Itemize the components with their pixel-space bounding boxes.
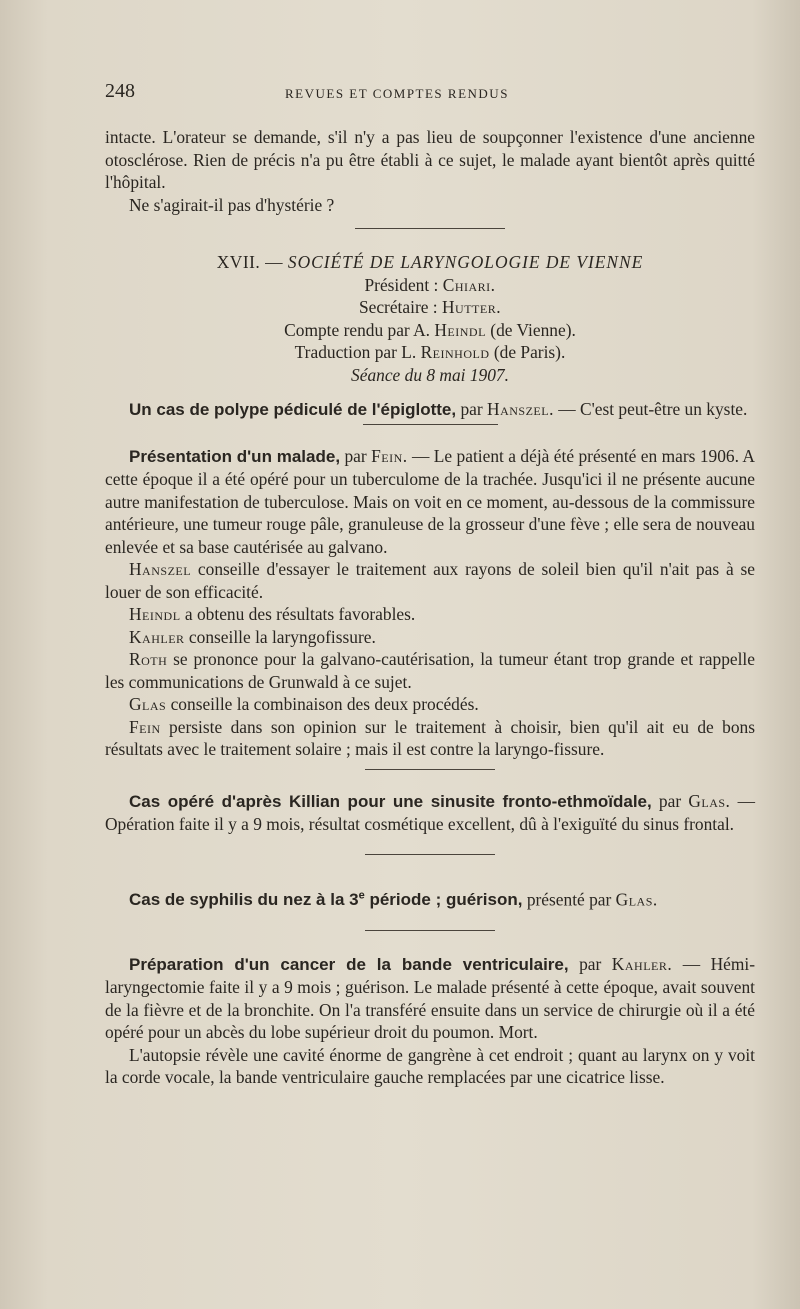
translator: Reinhold [420,342,490,362]
translation-prefix: Traduction par L. [294,342,421,362]
society-name: SOCIÉTÉ DE LARYNGOLOGIE DE VIENNE [287,252,644,272]
section-divider [363,424,498,425]
intro-paragraph: intacte. L'orateur se demande, s'il n'y a pas lieu de soupçonner l'existence d'une ancienne otosclérose. Rien de précis n'a pu être établi à ce sujet, le malade ayant bientôt après quitté l'hôpital. [105,127,755,192]
section-divider [365,930,495,931]
session-date: Séance du 8 mai 1907. [351,364,509,385]
president-name: Chiari. [442,274,496,295]
translation-line [105,341,755,364]
discussion-paragraph: Fein persiste dans son opinion sur le traitement à choisir, bien qu'il ait eu de bons résultats avec le traitement solaire ; mais il est contre la laryngo-fissure. [105,716,755,759]
discussion-paragraph: Roth se prononce pour la galvano-cautérisation, la tumeur étant trop grande et rappelle les communications de Grunwald à ce sujet. [105,649,755,692]
case-cancer: Préparation d'un cancer de la bande ventriculaire, par Kahler. — Hémi-laryngectomie faite il y a 9 mois ; guérison. Le malade présenté à cette époque, avait souvent de la fièvre et de la bronchite. On l'a transféré ensuite dans un service de chirurgie où il a été opéré pour un abcès du lobe supérieur droit du poumon. Mort. [105,953,756,1043]
case-polyp: Un cas de polype pédiculé de l'épiglotte, par Hanszel. — C'est peut-être un kyste. [129,399,748,419]
case-cancer-title: Préparation d'un cancer de la bande ventriculaire, [129,954,569,974]
case-killian-title: Cas opéré d'après Killian pour une sinusite fronto-ethmoïdale, [129,791,652,811]
president-label: Président : [364,274,443,295]
translation-suffix: (de Paris). [489,342,566,362]
report-author: Heindl [434,319,486,340]
autopsy-paragraph: L'autopsie révèle une cavité énorme de gangrène à cet endroit ; quant au larynx on y voit la corde vocale, la bande ventriculaire gauche remplacées par une cicatrice lisse. [105,1044,755,1088]
discussion-paragraph: Glas conseille la combinaison des deux procédés. [129,694,479,714]
society-heading [105,251,755,274]
article-body [105,126,755,1089]
discussion-paragraph: Heindl a obtenu des résultats favorables. [129,604,416,624]
president-line [105,274,755,297]
case-syphilis-title: Cas de syphilis du nez à la 3e période ; guérison, [129,889,523,910]
section-divider [365,769,495,770]
page-header [105,80,755,110]
case-cancer-author: Kahler. [611,953,673,974]
secretary-label: Secrétaire : [358,297,442,317]
society-number: XVII. — [216,252,288,272]
secretary-line [105,296,755,319]
case-killian: Cas opéré d'après Killian pour une sinusite fronto-ethmoïdale, par Glas. — Opération faite il y a 9 mois, résultat cosmétique excellent, dû à l'exiguïté du sinus frontal. [105,790,755,834]
section-divider [355,228,505,229]
page-number: 248 [105,80,135,102]
case-presentation-author: Fein. [371,445,408,466]
running-title: REVUES ET COMPTES RENDUS [285,86,509,101]
report-suffix: (de Vienne). [485,319,576,340]
intro-question: Ne s'agirait-il pas d'hystérie ? [129,194,335,215]
case-polyp-title: Un cas de polype pédiculé de l'épiglotte, [129,400,457,419]
report-prefix: Compte rendu par A. [284,319,435,340]
section-divider [365,854,495,855]
secretary-name: Hutter. [441,297,502,317]
case-presentation-title: Présentation d'un malade, [129,446,341,466]
report-line [105,319,755,342]
case-killian-author: Glas. [688,790,731,811]
case-polyp-author: Hanszel. [487,399,554,419]
case-syphilis: Cas de syphilis du nez à la 3e période ; guérison, présenté par Glas. [129,889,658,910]
discussion-paragraph: Hanszel conseille d'essayer le traitement aux rayons de soleil bien qu'il n'ait pas à se louer de son efficacité. [105,559,755,602]
case-syphilis-author: Glas. [615,889,658,910]
case-presentation: Présentation d'un malade, par Fein. — Le patient a déjà été présenté en mars 1906. A cette époque il a été opéré pour un tuberculome de la trachée. Jusqu'ici il ne présente aucune autre manifestation de tuberculose. Mais on voit en ce moment, au-dessous de la commissure antérieure, une tumeur rouge pâle, granuleuse de la grosseur d'une fève ; elle sera de nouveau enlevée et sa base cautérisée au galvano. [105,445,755,557]
discussion-paragraph: Kahler conseille la laryngofissure. [129,626,376,647]
